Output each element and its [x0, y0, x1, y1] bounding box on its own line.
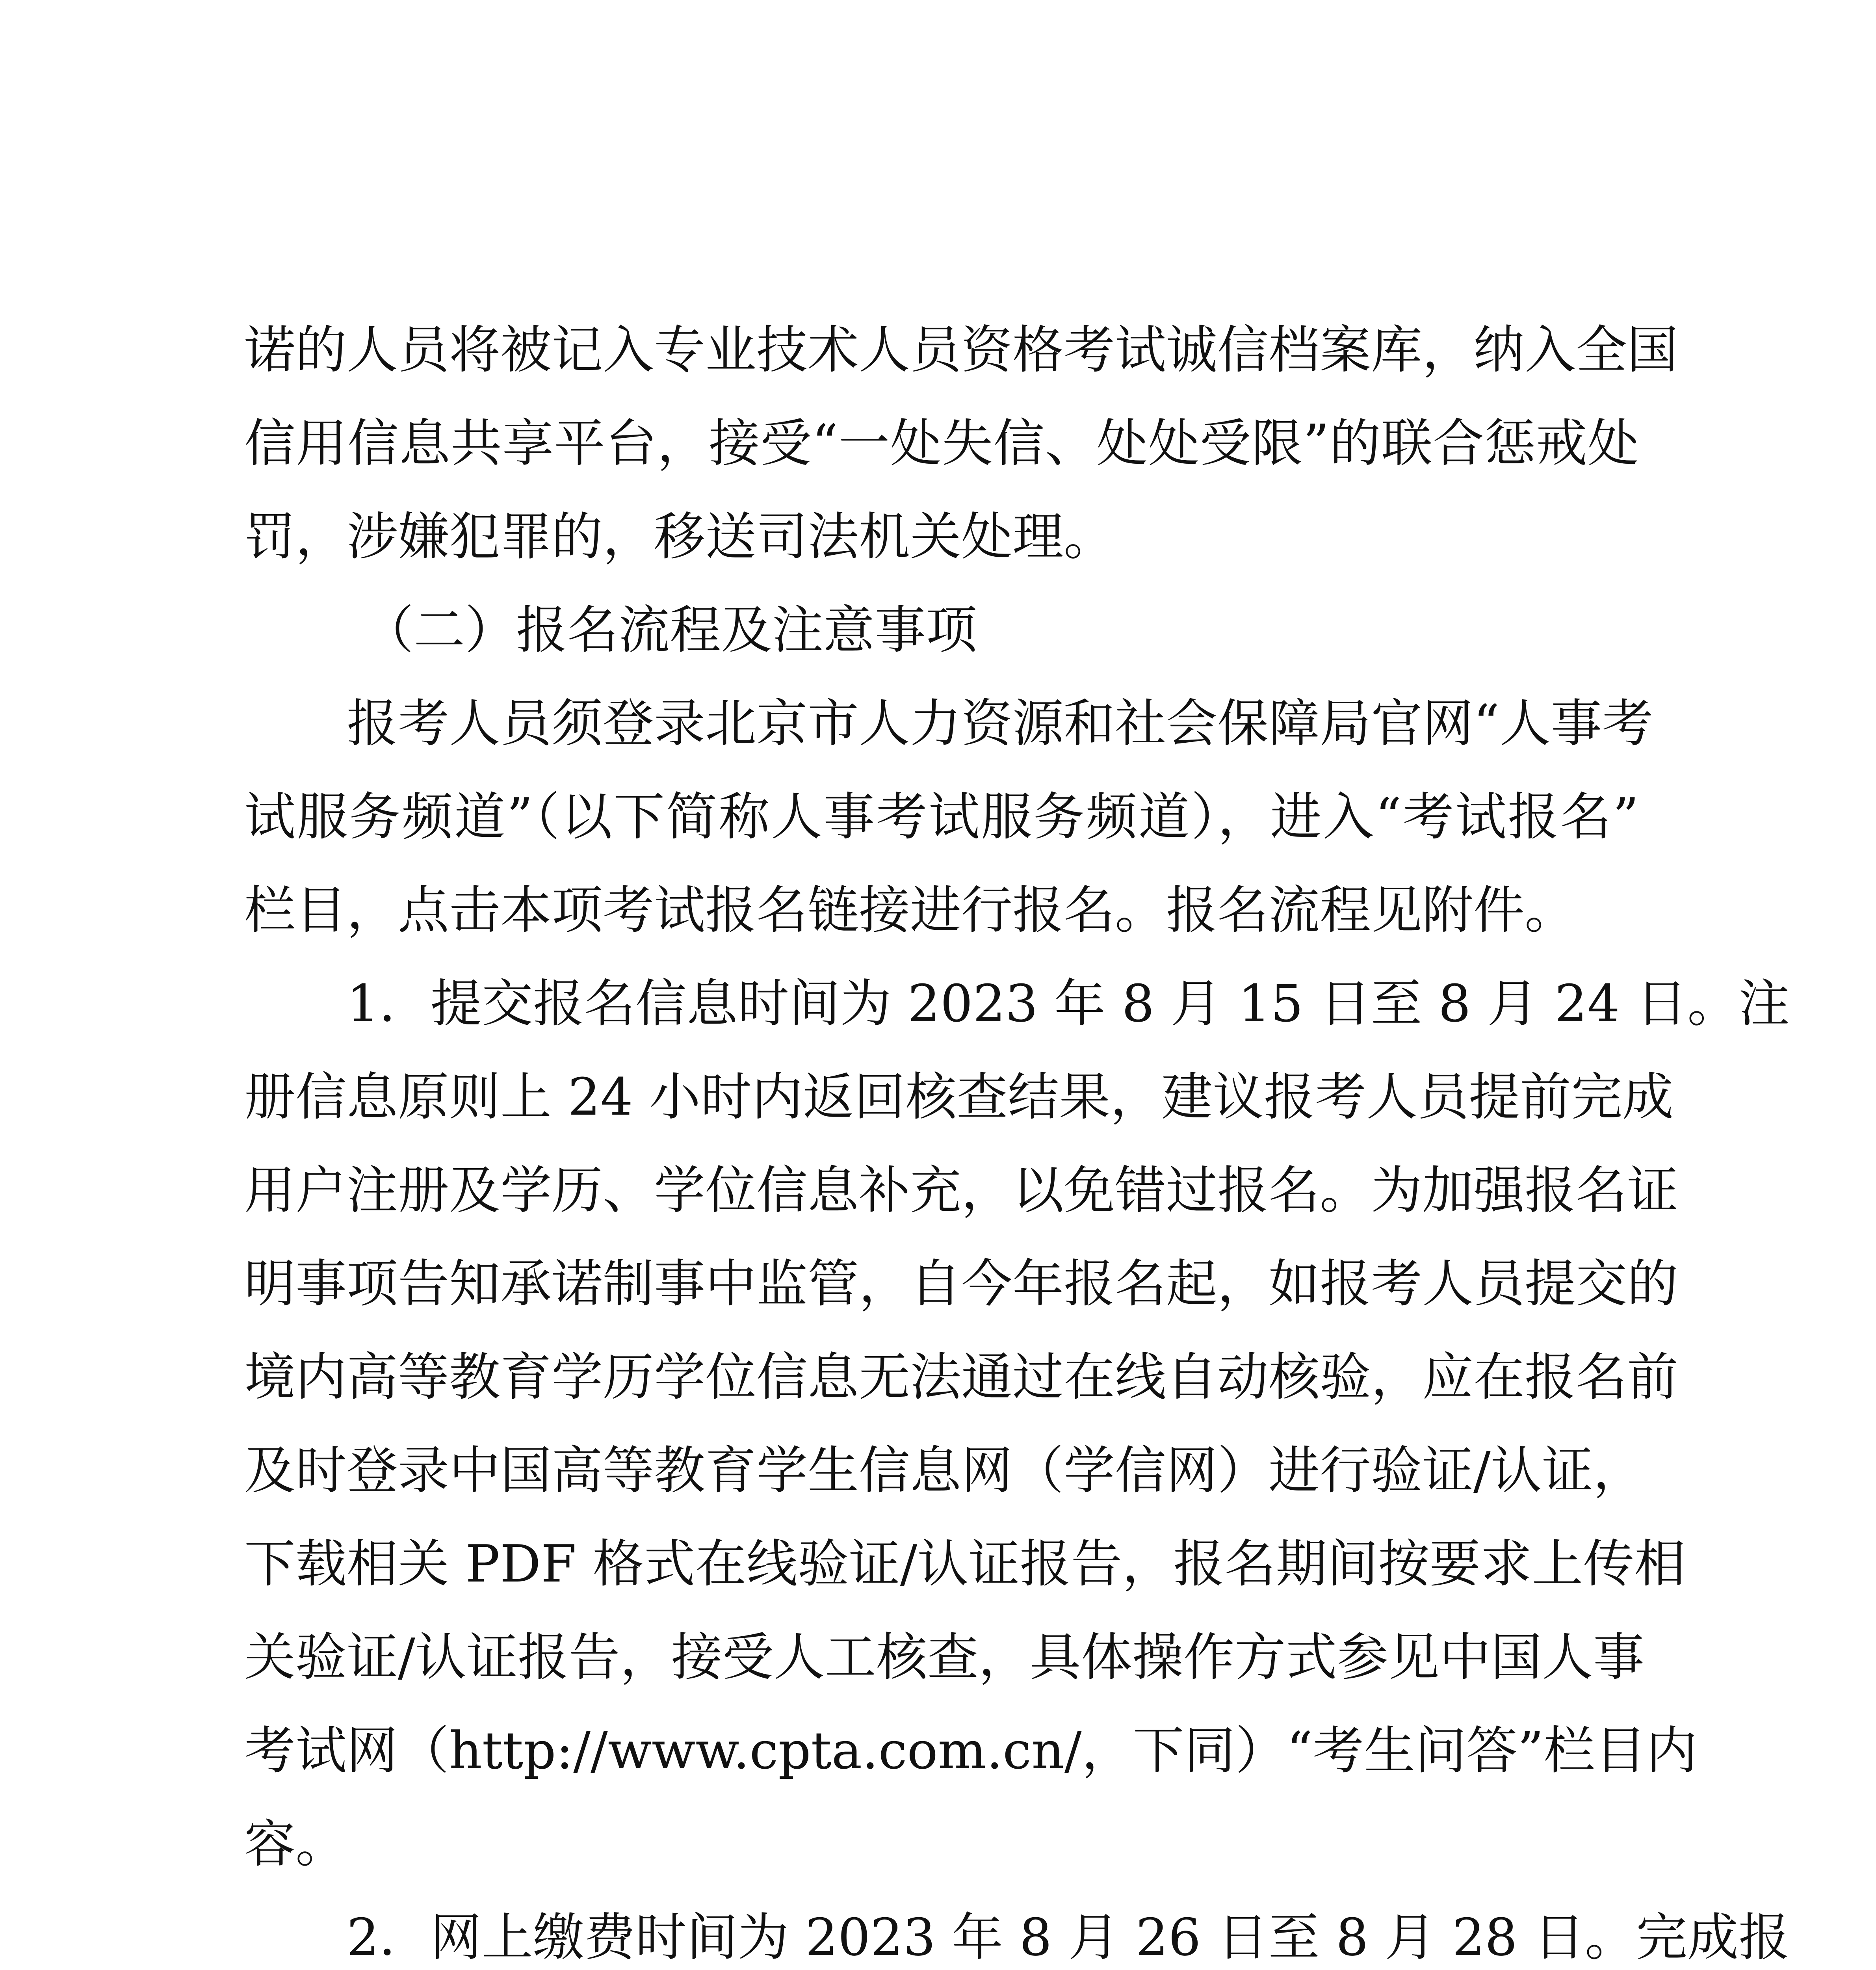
body-text [244, 303, 1790, 1970]
text-line: 诺的人员将被记入专业技术人员资格考试诚信档案库，纳入全国 [244, 320, 1679, 380]
text-line: 栏目，点击本项考试报名链接进行报名。报名流程见附件。 [244, 880, 1576, 940]
text-line: 1．提交报名信息时间为 2023 年 8 月 15 日至 8 月 24 日。注 [244, 974, 1790, 1033]
text-line: 下载相关 PDF 格式在线验证/认证报告，报名期间按要求上传相 [244, 1534, 1686, 1594]
text-line: 册信息原则上 24 小时内返回核查结果，建议报考人员提前完成 [244, 1067, 1674, 1127]
text-line: 试服务频道”（以下简称人事考试服务频道），进入“考试报名” [244, 787, 1639, 847]
section-heading: （二）报名流程及注意事项 [362, 600, 977, 660]
text-line: 明事项告知承诺制事中监管，自今年报名起，如报考人员提交的 [244, 1254, 1679, 1314]
text-line: 考试网（http://www.cpta.com.cn/，下同）“考生问答”栏目内 [244, 1721, 1698, 1780]
text-line: 境内高等教育学历学位信息无法通过在线自动核验，应在报名前 [244, 1347, 1679, 1407]
text-line: 关验证/认证报告，接受人工核查，具体操作方式参见中国人事 [244, 1627, 1644, 1687]
text-line: 报考人员须登录北京市人力资源和社会保障局官网“人事考 [244, 693, 1653, 753]
text-line: 罚，涉嫌犯罪的，移送司法机关处理。 [244, 507, 1115, 567]
text-line: 及时登录中国高等教育学生信息网（学信网）进行验证/认证， [244, 1440, 1644, 1500]
text-line: 容。 [244, 1814, 347, 1874]
text-line: 用户注册及学历、学位信息补充，以免错过报名。为加强报名证 [244, 1160, 1679, 1220]
text-line: 2．网上缴费时间为 2023 年 8 月 26 日至 8 月 28 日。完成报 [244, 1907, 1790, 1967]
text-line: 信用信息共享平台，接受“一处失信、处处受限”的联合惩戒处 [244, 413, 1639, 473]
